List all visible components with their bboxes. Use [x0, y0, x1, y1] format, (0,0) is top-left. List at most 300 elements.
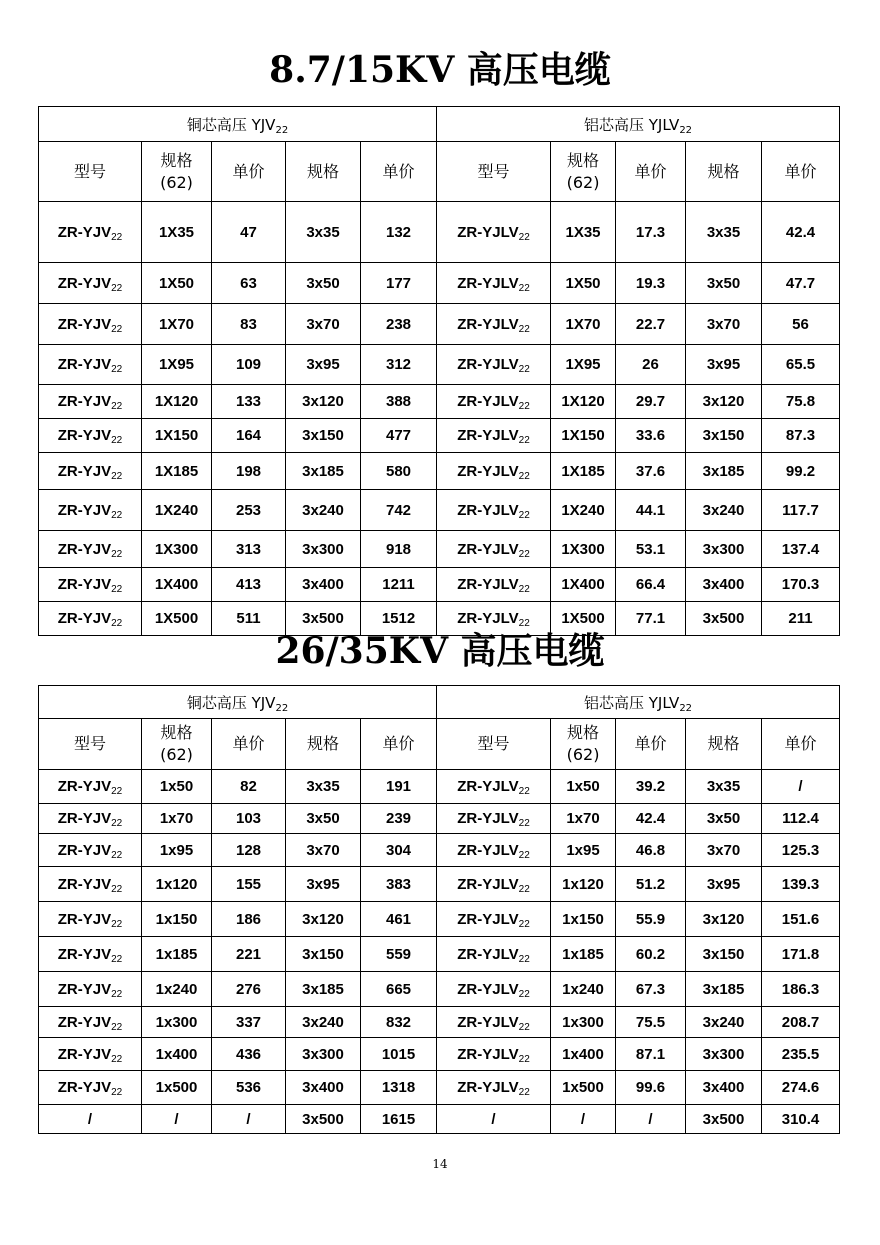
table-cell: 253	[212, 490, 286, 531]
table-row	[39, 804, 840, 834]
table-cell: 1015	[361, 1038, 437, 1071]
model-name: ZR-YJV	[57, 810, 112, 827]
table-cell: 1x95	[551, 834, 616, 867]
table-cell: 1X35	[551, 202, 616, 263]
table-cell: 742	[361, 490, 437, 531]
model-subscript: 22	[518, 470, 530, 482]
table-cell: 1x300	[551, 1007, 616, 1038]
table-cell: 29.7	[616, 385, 686, 419]
column-header-cell: 型号	[39, 142, 142, 202]
table-cell: 3x500	[686, 602, 762, 636]
model-subscript: 22	[518, 509, 530, 521]
model-name: ZR-YJV	[57, 1079, 112, 1096]
table-cell: /	[39, 1105, 142, 1134]
table-cell: 66.4	[616, 568, 686, 602]
column-header-cell: 单价	[212, 719, 286, 770]
table-cell: 75.8	[762, 385, 840, 419]
group-header-subscript: 22	[275, 124, 289, 136]
model-subscript: 22	[518, 918, 530, 930]
table-cell: 413	[212, 568, 286, 602]
table-cell: 33.6	[616, 419, 686, 453]
table-cell: 186.3	[762, 972, 840, 1007]
model-subscript: 22	[518, 231, 530, 243]
table-cell	[39, 867, 142, 902]
table-cell: 3x35	[286, 202, 361, 263]
model-subscript: 22	[111, 548, 123, 560]
model-name: ZR-YJV	[57, 274, 112, 292]
table-cell	[437, 1038, 551, 1071]
table-cell: 1X70	[551, 304, 616, 345]
group-header-label: 铝芯高压 YJLV	[583, 115, 680, 134]
table-cell: 82	[212, 770, 286, 804]
table-cell: 3x95	[686, 345, 762, 385]
table-cell: 436	[212, 1038, 286, 1071]
table-cell: 3x50	[686, 263, 762, 304]
table-row	[39, 531, 840, 568]
table-cell: 3x300	[686, 531, 762, 568]
table-cell	[437, 972, 551, 1007]
table-row	[39, 419, 840, 453]
table-row	[39, 202, 840, 263]
model-subscript: 22	[518, 584, 530, 595]
model-name: ZR-YJLV	[457, 980, 519, 998]
table-cell: 208.7	[762, 1007, 840, 1038]
table-cell: 3x70	[286, 834, 361, 867]
model-subscript: 22	[518, 282, 530, 294]
table-cell: 3x300	[286, 1038, 361, 1071]
table-cell: 1318	[361, 1071, 437, 1105]
table-cell: 117.7	[762, 490, 840, 531]
table-cell	[437, 453, 551, 490]
table-cell: 87.1	[616, 1038, 686, 1071]
model-name: ZR-YJV	[57, 540, 112, 558]
table-cell	[437, 345, 551, 385]
table-cell: 1x120	[551, 867, 616, 902]
model-subscript: 22	[111, 231, 123, 243]
table-cell	[437, 834, 551, 867]
table-cell	[437, 202, 551, 263]
model-subscript: 22	[111, 786, 123, 797]
model-name: ZR-YJV	[57, 980, 112, 998]
table-cell: 39.2	[616, 770, 686, 804]
table-cell: 17.3	[616, 202, 686, 263]
column-header-cell: 单价	[616, 142, 686, 202]
model-subscript: 22	[111, 953, 123, 965]
table-row	[39, 1007, 840, 1038]
table-cell: 3x35	[686, 202, 762, 263]
table-cell: 3x400	[686, 1071, 762, 1105]
table-cell: 1X150	[551, 419, 616, 453]
table-cell: 536	[212, 1071, 286, 1105]
group-header-subscript: 22	[679, 702, 693, 714]
table-cell: 47.7	[762, 263, 840, 304]
column-header-cell: 型号	[39, 719, 142, 770]
table-row	[39, 385, 840, 419]
model-subscript: 22	[518, 786, 530, 797]
table-cell: 511	[212, 602, 286, 636]
table-cell	[437, 419, 551, 453]
model-subscript: 22	[111, 323, 123, 335]
table-row	[39, 304, 840, 345]
table-cell: 1x150	[142, 902, 212, 937]
table-cell: 3x50	[286, 263, 361, 304]
table-cell: 164	[212, 419, 286, 453]
table-cell: 1x95	[142, 834, 212, 867]
table-cell: 1X50	[551, 263, 616, 304]
table-cell: 312	[361, 345, 437, 385]
table-cell: 198	[212, 453, 286, 490]
table-cell	[39, 1038, 142, 1071]
table-cell: 1X70	[142, 304, 212, 345]
column-header-cell: 单价	[762, 142, 840, 202]
model-name: ZR-YJLV	[457, 501, 519, 519]
table-cell: 3x120	[286, 902, 361, 937]
table-cell: 3x120	[686, 902, 762, 937]
table-row	[39, 834, 840, 867]
table-cell: 109	[212, 345, 286, 385]
model-subscript: 22	[518, 1021, 530, 1033]
table-cell: 3x400	[686, 568, 762, 602]
table-cell	[39, 834, 142, 867]
group-header-label: 铜芯高压 YJV	[186, 115, 276, 134]
table-cell: 170.3	[762, 568, 840, 602]
column-header-cell: 单价	[361, 142, 437, 202]
model-subscript: 22	[111, 435, 123, 446]
table-cell: 46.8	[616, 834, 686, 867]
model-subscript: 22	[518, 548, 530, 560]
table-cell: 1X95	[551, 345, 616, 385]
model-name: ZR-YJV	[57, 610, 112, 627]
table-cell: 383	[361, 867, 437, 902]
table-cell	[39, 202, 142, 263]
model-name: ZR-YJLV	[457, 610, 519, 627]
table-cell: 1x185	[142, 937, 212, 972]
table-cell	[39, 937, 142, 972]
model-name: ZR-YJV	[57, 910, 112, 928]
model-name: ZR-YJLV	[457, 427, 519, 444]
model-subscript: 22	[518, 883, 530, 895]
table-cell: 832	[361, 1007, 437, 1038]
section-title-35kv: 26/35KV 高压电缆	[275, 630, 605, 672]
model-subscript: 22	[111, 849, 123, 861]
table-cell: 918	[361, 531, 437, 568]
table-cell	[437, 804, 551, 834]
model-name: ZR-YJV	[57, 576, 112, 593]
table-cell: 3x500	[686, 1105, 762, 1134]
model-subscript: 22	[111, 401, 123, 412]
model-name: ZR-YJLV	[457, 945, 519, 963]
table-cell	[437, 568, 551, 602]
table-row	[39, 263, 840, 304]
table-cell: 1x500	[142, 1071, 212, 1105]
model-name: ZR-YJLV	[457, 274, 519, 292]
table-cell: 3x150	[286, 419, 361, 453]
model-name: ZR-YJLV	[457, 576, 519, 593]
table-cell: 22.7	[616, 304, 686, 345]
table-cell	[39, 345, 142, 385]
table-cell: 1x400	[551, 1038, 616, 1071]
table-cell	[39, 972, 142, 1007]
group-header-row	[39, 686, 840, 719]
table-cell: 42.4	[616, 804, 686, 834]
model-subscript: 22	[518, 1053, 530, 1065]
table-cell: 221	[212, 937, 286, 972]
table-row	[39, 453, 840, 490]
model-name: ZR-YJLV	[457, 315, 519, 333]
model-name: ZR-YJV	[57, 875, 112, 893]
model-name: ZR-YJV	[57, 1013, 112, 1031]
table-cell: 461	[361, 902, 437, 937]
model-subscript: 22	[111, 918, 123, 930]
column-header-cell: 型号	[437, 142, 551, 202]
table-cell: 1x500	[551, 1071, 616, 1105]
table-cell: 388	[361, 385, 437, 419]
table-cell: 3x50	[686, 804, 762, 834]
table-cell	[39, 568, 142, 602]
section-title-15kv: 8.7/15KV 高压电缆	[269, 49, 611, 91]
table-cell: 132	[361, 202, 437, 263]
table-cell: 239	[361, 804, 437, 834]
table-cell: 1X185	[551, 453, 616, 490]
table-cell: 3x95	[686, 867, 762, 902]
model-name: ZR-YJLV	[457, 462, 519, 480]
table-cell: 186	[212, 902, 286, 937]
table-cell: 1615	[361, 1105, 437, 1134]
table-cell: 42.4	[762, 202, 840, 263]
table-cell	[39, 1007, 142, 1038]
table-cell	[437, 937, 551, 972]
table-cell: 337	[212, 1007, 286, 1038]
table-row	[39, 1105, 840, 1134]
table-cell	[437, 385, 551, 419]
table-cell: 3x240	[286, 1007, 361, 1038]
model-name: ZR-YJLV	[457, 356, 519, 373]
table-cell: 67.3	[616, 972, 686, 1007]
table-cell	[39, 453, 142, 490]
table-cell: 1x70	[142, 804, 212, 834]
column-header-cell: 规格 (62)	[551, 142, 616, 202]
table-cell: 1X240	[142, 490, 212, 531]
table-row	[39, 568, 840, 602]
group-header-subscript: 22	[679, 124, 693, 136]
table-cell: 75.5	[616, 1007, 686, 1038]
table-cell: 1X120	[142, 385, 212, 419]
table-cell: 1x240	[142, 972, 212, 1007]
model-subscript: 22	[111, 364, 123, 375]
model-name: ZR-YJLV	[457, 810, 519, 827]
table-cell: 83	[212, 304, 286, 345]
column-header-cell: 规格	[286, 142, 361, 202]
table-row	[39, 1071, 840, 1105]
table-cell: 56	[762, 304, 840, 345]
table-cell: 1x185	[551, 937, 616, 972]
model-subscript: 22	[111, 282, 123, 294]
table-cell: /	[212, 1105, 286, 1134]
model-name: ZR-YJV	[57, 393, 112, 410]
table-cell: 1X95	[142, 345, 212, 385]
table-row	[39, 345, 840, 385]
model-name: ZR-YJLV	[457, 1079, 519, 1096]
table-cell: 3x35	[686, 770, 762, 804]
column-header-cell: 规格	[686, 142, 762, 202]
model-name: ZR-YJLV	[457, 223, 519, 241]
table-cell	[39, 419, 142, 453]
table-cell: 304	[361, 834, 437, 867]
table-cell: 3x95	[286, 867, 361, 902]
model-subscript: 22	[111, 883, 123, 895]
model-subscript: 22	[518, 818, 530, 829]
column-header-cell: 型号	[437, 719, 551, 770]
group-header-cell	[39, 107, 437, 142]
table-cell: 3x400	[286, 1071, 361, 1105]
table-cell: 1X50	[142, 263, 212, 304]
table-cell: 1x150	[551, 902, 616, 937]
table-cell: 313	[212, 531, 286, 568]
table-cell: /	[616, 1105, 686, 1134]
table-cell: 3x120	[686, 385, 762, 419]
table-cell: 139.3	[762, 867, 840, 902]
table-cell: 3x240	[286, 490, 361, 531]
table-cell: 99.2	[762, 453, 840, 490]
table-cell: 53.1	[616, 531, 686, 568]
model-name: ZR-YJLV	[457, 910, 519, 928]
price-table-35kv	[38, 685, 840, 1134]
table-cell: 1X400	[142, 568, 212, 602]
table-cell: 3x400	[286, 568, 361, 602]
table-cell: 65.5	[762, 345, 840, 385]
table-cell	[39, 1071, 142, 1105]
table-cell: 1x50	[551, 770, 616, 804]
table-cell: 3x120	[286, 385, 361, 419]
table-cell	[39, 490, 142, 531]
table-cell	[39, 770, 142, 804]
group-header-label: 铝芯高压 YJLV	[583, 693, 680, 712]
table-cell: 1X300	[142, 531, 212, 568]
group-header-cell	[39, 686, 437, 719]
column-header-cell: 单价	[361, 719, 437, 770]
table-cell: 1x240	[551, 972, 616, 1007]
table-cell: 276	[212, 972, 286, 1007]
table-cell: 87.3	[762, 419, 840, 453]
model-name: ZR-YJV	[57, 501, 112, 519]
table-cell: 99.6	[616, 1071, 686, 1105]
table-cell	[39, 385, 142, 419]
model-name: ZR-YJV	[57, 462, 112, 480]
table-cell	[437, 770, 551, 804]
table-cell: 1x300	[142, 1007, 212, 1038]
table-cell: 3x150	[286, 937, 361, 972]
table-cell: 3x95	[286, 345, 361, 385]
column-header-cell: 单价	[762, 719, 840, 770]
table-cell: 151.6	[762, 902, 840, 937]
model-name: ZR-YJLV	[457, 1013, 519, 1031]
table-cell: 1211	[361, 568, 437, 602]
table-cell	[39, 263, 142, 304]
model-subscript: 22	[111, 988, 123, 1000]
model-name: ZR-YJLV	[457, 540, 519, 558]
group-header-label: 铜芯高压 YJV	[186, 693, 276, 712]
table-cell: 3x185	[286, 453, 361, 490]
table-row	[39, 770, 840, 804]
table-cell: 55.9	[616, 902, 686, 937]
model-subscript: 22	[111, 818, 123, 829]
model-subscript: 22	[111, 470, 123, 482]
table-cell: 3x185	[286, 972, 361, 1007]
table-cell: 191	[361, 770, 437, 804]
table-cell: 559	[361, 937, 437, 972]
table-cell: 171.8	[762, 937, 840, 972]
table-cell: 1x50	[142, 770, 212, 804]
table-cell: 26	[616, 345, 686, 385]
table-cell: 1X500	[142, 602, 212, 636]
table-cell: 1X240	[551, 490, 616, 531]
table-cell: 3x300	[686, 1038, 762, 1071]
model-name: ZR-YJV	[57, 778, 112, 795]
table-cell: 3x35	[286, 770, 361, 804]
table-row	[39, 902, 840, 937]
column-header-cell: 规格	[286, 719, 361, 770]
table-cell	[437, 1007, 551, 1038]
table-cell	[39, 531, 142, 568]
column-header-cell: 规格 (62)	[142, 142, 212, 202]
table-cell: 1X400	[551, 568, 616, 602]
table-cell: 3x150	[686, 419, 762, 453]
model-subscript: 22	[111, 1053, 123, 1065]
table-cell: 310.4	[762, 1105, 840, 1134]
table-cell: 238	[361, 304, 437, 345]
table-cell: 1x70	[551, 804, 616, 834]
model-subscript: 22	[111, 584, 123, 595]
table-cell: 3x185	[686, 972, 762, 1007]
model-subscript: 22	[518, 435, 530, 446]
table-cell: 3x240	[686, 490, 762, 531]
table-cell: 580	[361, 453, 437, 490]
table-cell: 3x240	[686, 1007, 762, 1038]
table-cell: 155	[212, 867, 286, 902]
column-header-row	[39, 142, 840, 202]
table-cell: 1X500	[551, 602, 616, 636]
table-row	[39, 1038, 840, 1071]
table-cell: 47	[212, 202, 286, 263]
table-cell: /	[551, 1105, 616, 1134]
group-header-cell	[437, 686, 840, 719]
model-subscript: 22	[518, 1087, 530, 1098]
column-header-cell: 规格 (62)	[142, 719, 212, 770]
table-cell: 63	[212, 263, 286, 304]
model-subscript: 22	[111, 618, 123, 629]
table-cell: 235.5	[762, 1038, 840, 1071]
table-cell	[437, 867, 551, 902]
table-cell: 3x70	[286, 304, 361, 345]
group-header-row	[39, 107, 840, 142]
table-cell: 103	[212, 804, 286, 834]
table-cell: 137.4	[762, 531, 840, 568]
model-subscript: 22	[518, 364, 530, 375]
table-cell: 3x300	[286, 531, 361, 568]
table-cell: 44.1	[616, 490, 686, 531]
table-cell: 1X150	[142, 419, 212, 453]
column-header-cell: 规格 (62)	[551, 719, 616, 770]
table-row	[39, 937, 840, 972]
table-cell: 1X120	[551, 385, 616, 419]
column-header-row	[39, 719, 840, 770]
group-header-subscript: 22	[275, 702, 289, 714]
column-header-cell: 规格	[686, 719, 762, 770]
table-cell: 177	[361, 263, 437, 304]
table-cell: 1X35	[142, 202, 212, 263]
model-subscript: 22	[518, 323, 530, 335]
table-cell: 1X185	[142, 453, 212, 490]
